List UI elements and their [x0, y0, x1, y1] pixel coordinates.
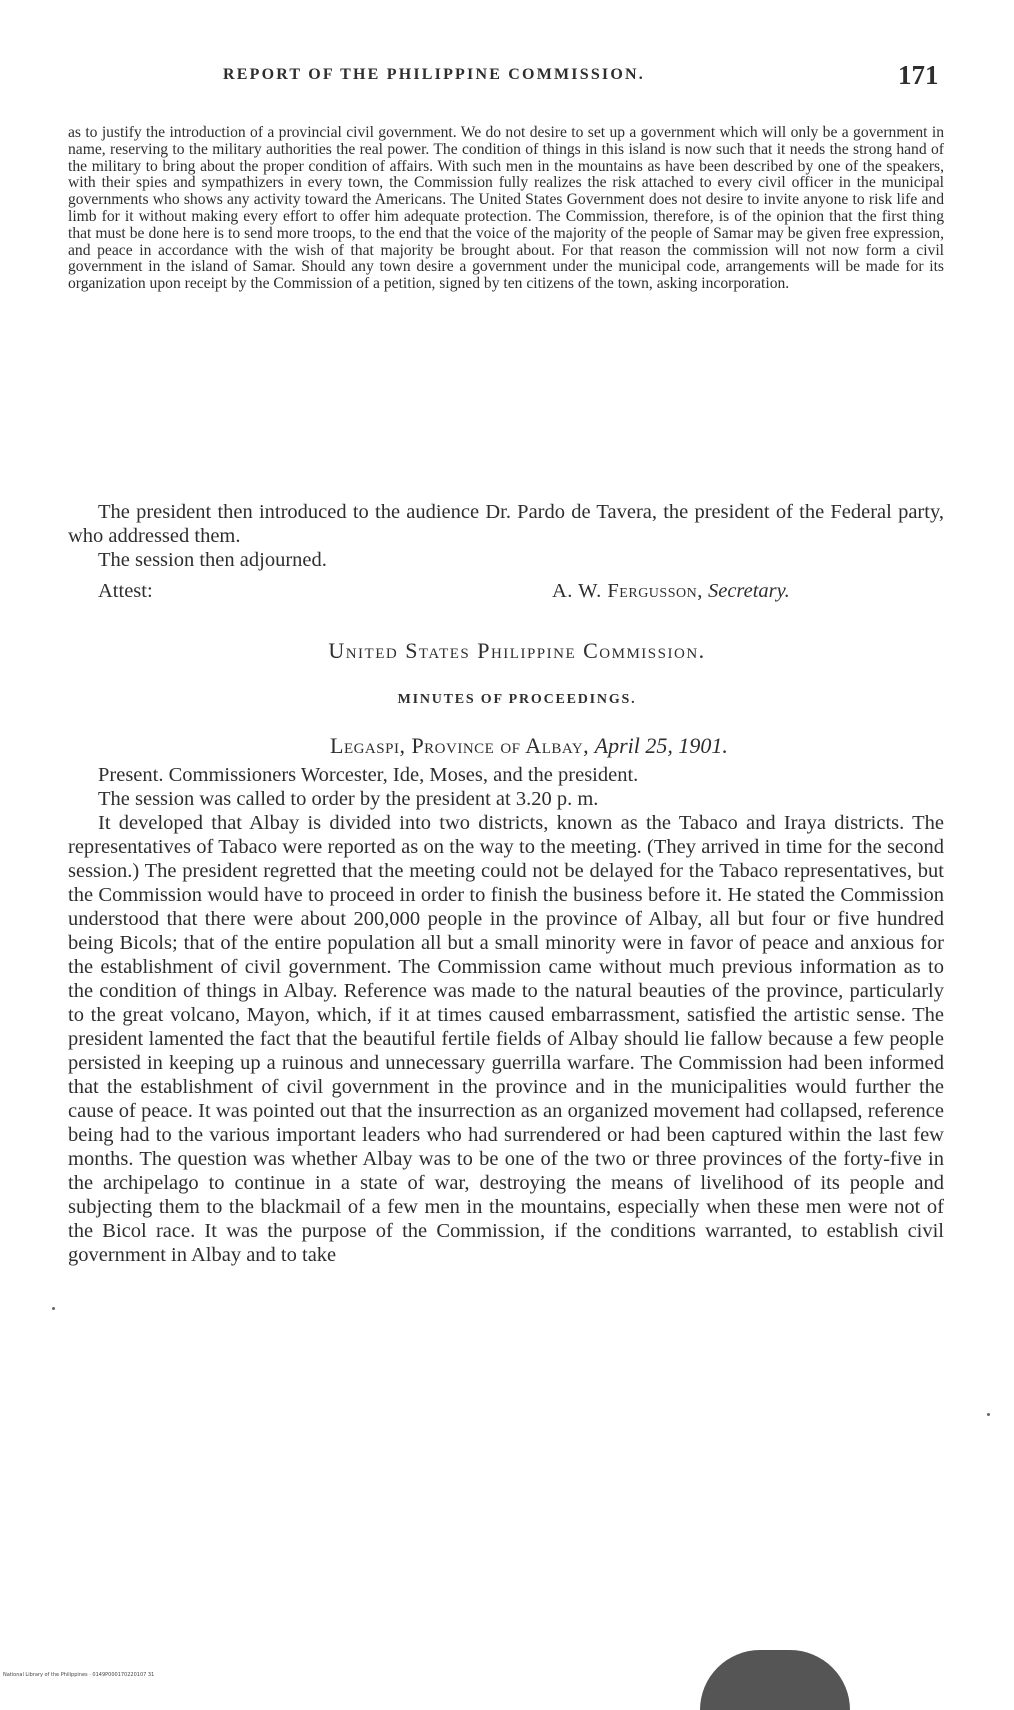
attest-line [98, 580, 918, 603]
section-title: United States Philippine Commission. [328, 638, 706, 663]
secretary-title: Secretary. [707, 580, 790, 602]
scan-speck [987, 1413, 990, 1416]
adjourned-line: The session then adjourned. [98, 549, 327, 571]
minutes-paragraph: It developed that Albay is divided into two districts, known as the Tabaco and Iraya districts. The representatives of Tabaco were reported as on the way to the meeting. (They arrived in time for the second session.) The president regretted that the meeting could not be delayed for the Tabaco representatives, but the Commission would have to proceed in order to finish the business before it. He stated the Commission understood that there were about 200,000 people in the province of Albay, all but four or five hundred being Bicols; that of the entire population all but a small minority were in favor of peace and anxious for the establishment of civil government. The Commission came without much previous information as to the condition of things in Albay. Reference was made to the natural beauties of the province, particularly to the great volcano, Mayon, which, if it at times caused embarrassment, satisfied the artistic sense. The president lamented the fact that the beautiful fertile fields of Albay should lie fallow because a few people persisted in keeping up a ruinous and unnecessary guerrilla warfare. The Commission had been informed that the establishment of civil government in the province and in the municipalities would further the cause of peace. It was pointed out that the insurrection as an organized movement had collapsed, reference being had to the various important leaders who had surrendered or had been captured within the last few months. The question was whether Albay was to be one of the two or three provinces of the forty-five in the archipelago to continue in a state of war, destroying the means of livelihood of its people and subjecting them to the blackmail of a few men in the mountains, especially when these men were not of the Bicol race. It was the purpose of the Commission, if the conditions warranted, to establish civil government in Albay and to take [68, 812, 944, 1266]
secretary-signature [552, 580, 790, 603]
introduction-paragraph: The president then introduced to the audience Dr. Pardo de Tavera, the president of the Federal party, who addressed them. [68, 501, 944, 547]
continuation-paragraph: as to justify the introduction of a provincial civil government. We do not desire to set up a government which will only be a government in name, reserving to the military authorities the real power. The condition of things in this island is now such that it needs the strong hand of the military to bring about the proper condition of affairs. With such men in the mountains as have been described by one of the speakers, with their spies and sympathizers in every town, the Commission fully realizes the risk attached to every civil officer in the municipal governments who shows any activity toward the Americans. The United States Government does not desire to invite anyone to risk life and limb for it without making every effort to offer him adequate protection. The Commission, therefore, is of the opinion that the first thing that must be done here is to send more troops, to the end that the voice of the majority of the people of Samar may be given free expression, and peace in accordance with the wish of that majority be brought about. For that reason the commission will not now form a civil government in the island of Samar. Should any town desire a government under the municipal code, arrangements will be made for its organization upon receipt by the Commission of a petition, signed by ten citizens of the town, asking incorporation. [68, 124, 944, 293]
present-line: Present. Commissioners Worcester, Ide, Moses, and the president. [98, 764, 639, 786]
scanner-thumb-shadow [700, 1650, 850, 1710]
scan-footer-id: National Library of the Philippines · 0149P000170220107 31 [3, 1672, 155, 1678]
scan-speck [52, 1307, 55, 1310]
section-subtitle: MINUTES OF PROCEEDINGS. [397, 692, 637, 707]
attest-label: Attest: [98, 580, 153, 602]
running-head: REPORT OF THE PHILIPPINE COMMISSION. [223, 66, 645, 83]
dateline-place: Legaspi, Province of Albay, [330, 733, 590, 758]
secretary-name: A. W. Fergusson, [552, 580, 703, 602]
page-number: 171 [898, 60, 939, 90]
called-to-order-line: The session was called to order by the president at 3.20 p. m. [98, 788, 599, 810]
dateline-date: April 25, 1901. [594, 733, 728, 758]
dateline [330, 733, 728, 759]
minutes-body [68, 763, 944, 1267]
closing-block [68, 500, 944, 572]
